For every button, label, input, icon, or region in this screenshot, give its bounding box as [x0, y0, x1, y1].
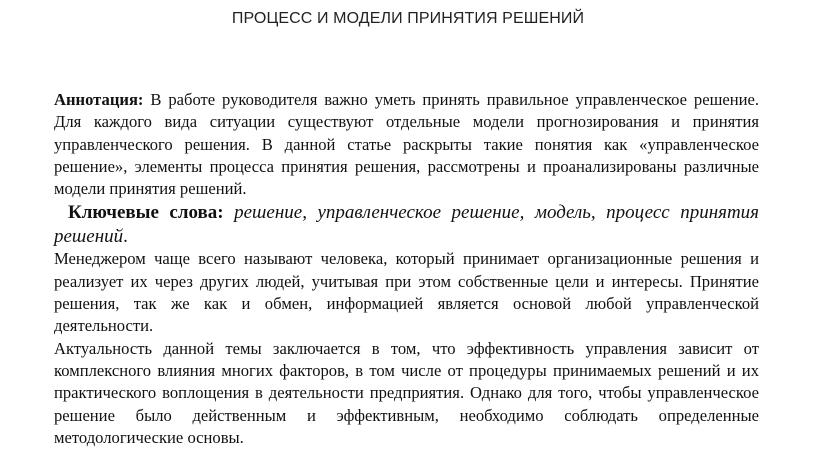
annotation-label: Аннотация: — [54, 90, 144, 109]
keywords-paragraph — [54, 201, 759, 248]
annotation-text: В работе руководителя важно уметь принять правильное управленческое решение. Для каждого вида ситуации существуют отдельные модели прогнозирования и принятия управленческого решения. В данной статье раскрыты такие понятия как «управленческое решение», элементы процесса принятия решения, рассмотрены и проанализированы различные модели принятия решений. — [54, 90, 759, 199]
body-paragraph-1: Менеджером чаще всего называют человека, который принимает организационные решения и реализует их через других людей, учитывая при этом собственные цели и интересы. Принятие решения, так же как и обмен, информацией является основой любой управленческой деятельности. — [54, 249, 759, 336]
keywords-end: . — [123, 225, 128, 247]
body-paragraph-2: Актуальность данной темы заключается в том, что эффективность управления зависит от комплексного влияния многих факторов, в том числе от процедуры принимаемых решений и их практического воплощения в деятельности предприятия. Однако для того, чтобы управленческое решение было действенным и эффективным, необходимо соблюдать определенные методологические основы. — [54, 338, 759, 447]
annotation-paragraph — [54, 89, 759, 200]
keywords-text: решение, управленческое решение, модель, процесс принятия решений — [54, 202, 760, 247]
page-title: ПРОЦЕСС И МОДЕЛИ ПРИНЯТИЯ РЕШЕНИЙ — [231, 10, 585, 27]
keywords-label: Ключевые слова: — [68, 202, 224, 224]
document-body — [54, 89, 759, 449]
